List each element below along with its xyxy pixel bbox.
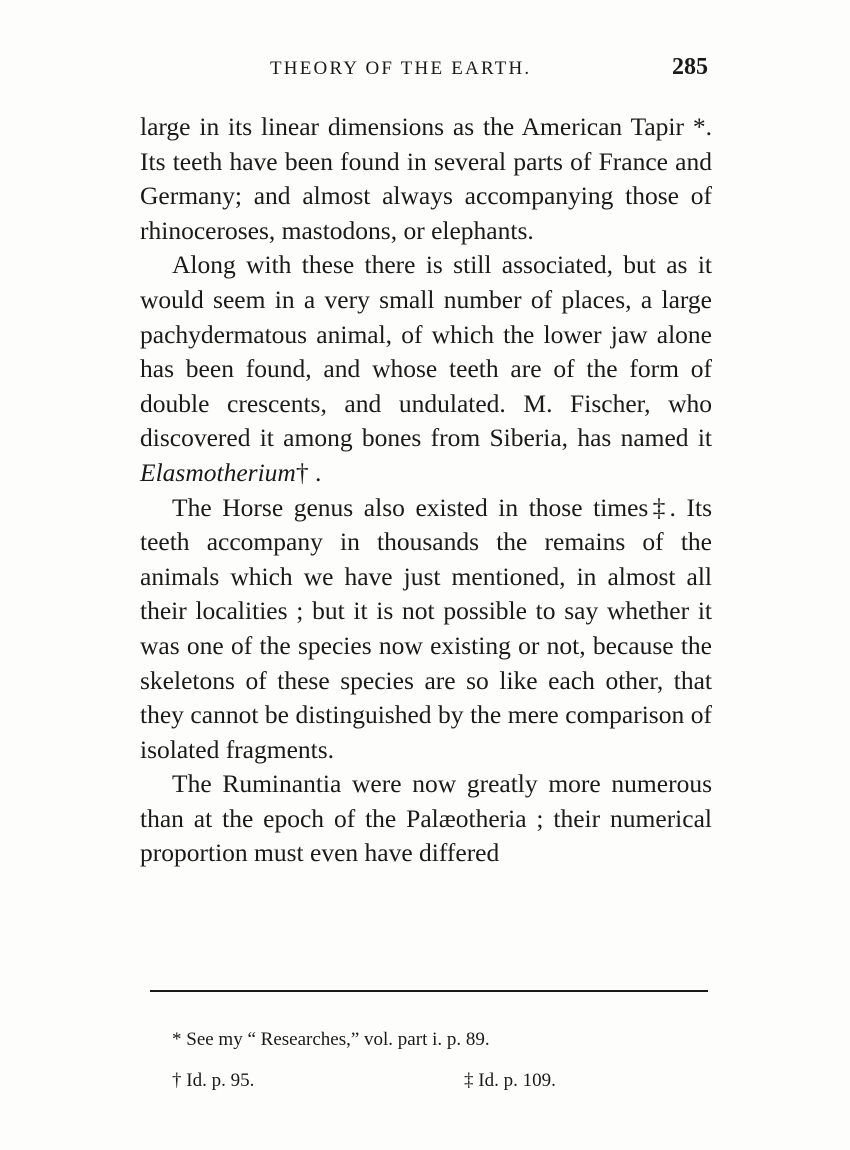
paragraph-horse-genus <box>140 491 712 768</box>
running-title: THEORY OF THE EARTH. <box>270 58 532 79</box>
paragraph-tapir <box>140 110 712 248</box>
paragraph-text: The Ruminantia were now greatly more numerous than at the epoch of the Palæotheria ; their numerical proportion must even have differed <box>140 769 712 868</box>
footnote-line-2 <box>172 1069 692 1093</box>
page-number: 285 <box>672 54 708 80</box>
footnote-researches: * See my “ Researches,” vol. part i. p. 89. <box>172 1029 490 1050</box>
running-head <box>140 52 710 86</box>
paragraph-ruminantia <box>140 767 712 871</box>
footnote-id-109: ‡ Id. p. 109. <box>464 1070 556 1091</box>
paragraph-elasmotherium <box>140 248 712 490</box>
footnote-marker: † . <box>295 457 322 487</box>
body-text <box>140 110 712 871</box>
paragraph-text: Along with these there is still associated, but as it would seem in a very small number of places, a large pachydermatous animal, of which the lower jaw alone has been found, and whose teeth are of the form of double crescents, and undulated. M. Fischer, who discovered it among bones from Siberia, has named it <box>140 250 712 453</box>
paragraph-text: large in its linear dimensions as the American Tapir *. Its teeth have been found in several parts of France and Germany; and almost always accompanying those of rhinoceroses, mastodons, or elephants. <box>140 112 712 245</box>
footnote-id-95: † Id. p. 95. <box>172 1070 255 1091</box>
paragraph-text: The Horse genus also existed in those times‡. Its teeth accompany in thousands the remains of the animals which we have just mentioned, in almost all their localities ; but it is not possible to say whether it was one of the species now existing or not, because the skeletons of these species are so like each other, that they cannot be distinguished by the mere comparison of isolated fragments. <box>140 492 712 764</box>
footnote-rule <box>150 990 708 992</box>
species-name-italic: Elasmotherium <box>140 457 296 487</box>
footnotes <box>172 1028 692 1110</box>
footnote-line-1 <box>172 1028 692 1052</box>
